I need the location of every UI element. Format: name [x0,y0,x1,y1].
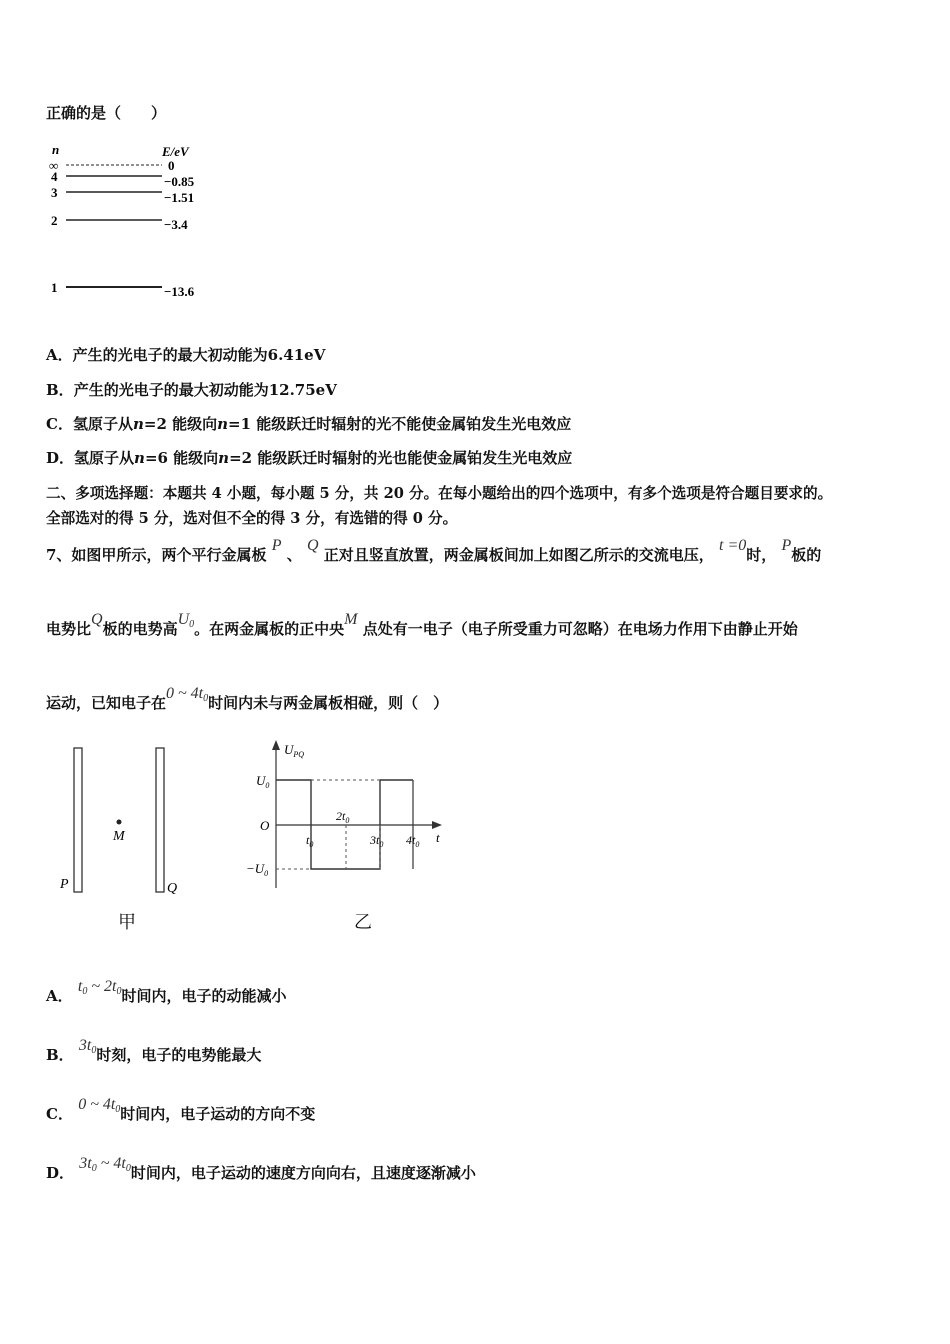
x-axis-arrow [432,821,442,829]
option-letter: A． [46,987,73,1005]
level-n-1: 1 [51,280,58,295]
option-text: 时间内，电子运动的速度方向向右，且速度逐渐减小 [130,1164,476,1182]
figure-jia-caption: 甲 [118,912,136,933]
plate-p-label: P [60,877,69,892]
origin-label: O [260,818,270,833]
figure-yi-caption: 乙 [354,912,372,933]
q6-option-b [46,379,337,400]
option-math: $3t_0$ ~ $4t_0$ [79,1155,131,1174]
stem-text: 、 [286,546,302,564]
option-letter: C． [46,1105,73,1123]
option-variable: n [134,449,145,467]
level-energy-3: −1.51 [164,190,195,205]
stem-text: 。在两金属板的正中央 [194,620,345,638]
option-text: 产生的光电子的最大初动能为12.75eV [73,381,337,399]
option-letter: C． [46,415,73,433]
q7-option-a [46,978,287,1007]
stem-text: 板的电势高 [102,620,178,638]
plate-p [74,748,82,892]
option-letter: D． [46,449,75,467]
q7-stem-line-2 [46,611,798,640]
n-axis-label: n [52,142,60,157]
q7-option-c [46,1096,316,1125]
energy-axis-label: E/eV [162,144,189,159]
stem-text: 电势比 [46,620,92,638]
q7-option-b [46,1037,262,1066]
u0-label: $U_0$ [256,773,270,790]
tick-label-t0: $t_0$ [306,833,314,849]
section-instructions: 全部选对的得 5 分，选对但不全的得 3 分，有选错的得 0 分。 [46,510,458,527]
level-n-3: 3 [51,185,58,200]
option-variable: n [132,415,144,433]
section-heading: 二、多项选择题：本题共 4 小题，每小题 5 分，共 20 分。在每小题给出的四个选项中，有多个选项是符合题目要求的。 [46,485,833,502]
figure-yi-voltage-graph [240,738,460,898]
option-variable: n [217,415,229,433]
var-q: Q [91,611,103,628]
point-m-dot [117,820,122,825]
stem-text: 正对且竖直放置，两金属板间加上如图乙所示的交流电压， [323,546,714,564]
option-text: 时间内，电子的动能减小 [121,987,287,1005]
q7-stem-line-3 [46,685,449,714]
neg-u0-label: $-U_0$ [246,861,269,878]
var-m: M [344,611,358,628]
option-text: =2 能级跃迁时辐射的光也能使金属铂发生光电效应 [229,449,573,467]
var-q: Q [306,537,319,554]
option-variable: n [218,449,230,467]
option-letter: A． [46,346,73,364]
q6-option-d [46,447,572,468]
stem-text: 时， [746,546,777,564]
stem-text: 板的 [791,546,822,564]
stem-text: 7、如图甲所示，两个平行金属板 [46,546,267,564]
option-text: =1 能级跃迁时辐射的光不能使金属铂发生光电效应 [228,415,572,433]
q6-option-c [46,413,571,434]
option-math: $t_0$ ~ $2t_0$ [77,978,122,997]
q7-option-d [46,1155,476,1184]
option-text: 产生的光电子的最大初动能为6.41eV [72,346,326,364]
var-p: P [271,537,282,554]
option-letter: B． [46,381,74,399]
point-m-label: M [113,829,125,844]
option-text: 时刻，电子的电势能最大 [96,1046,262,1064]
level-n-4: 4 [51,169,58,184]
figure-jia-plates [50,742,190,902]
plate-q-label: Q [167,881,178,896]
option-text: 时间内，电子运动的方向不变 [120,1105,316,1123]
level-energy-2: −3.4 [164,217,188,232]
var-p: P [781,537,792,554]
option-text: =2 能级向 [143,415,218,433]
tick-label-3t0: $3t_0$ [370,833,384,849]
plate-q [156,748,164,892]
q6-option-a [46,344,325,365]
option-text: =6 能级向 [144,449,219,467]
y-axis-label: $U_{PQ}$ [284,742,305,759]
stem-text: 时间内未与两金属板相碰，则（ ） [208,694,449,712]
x-axis-label: t [436,830,440,845]
level-energy-inf: 0 [168,158,175,173]
level-n-2: 2 [51,213,58,228]
option-math: 0 ~ $4t_0$ [78,1096,121,1115]
tick-label-2t0: $2t_0$ [336,809,350,825]
stem-text: 运动，已知电子在 [46,694,167,712]
level-energy-1: −13.6 [164,284,195,299]
option-letter: B． [46,1046,74,1064]
time-zero: t =0 [719,537,747,554]
y-axis-arrow [272,740,280,750]
tick-label-4t0: $4t_0$ [406,833,420,849]
option-text: 氢原子从 [74,449,135,467]
voltage-u0: $U_0$ [177,611,195,630]
stem-text: 点处有一电子（电子所受重力可忽略）在电场力作用下由静止开始 [362,620,798,638]
option-letter: D． [46,1164,75,1182]
level-n-inf: ∞ [49,158,59,173]
energy-level-diagram [44,140,224,305]
time-range: 0 ~ $4t_0$ [166,685,209,704]
option-math: $3t_0$ [78,1037,97,1056]
question-stem-fragment: 正确的是（ ） [46,104,167,122]
q7-stem-line-1 [46,537,822,565]
level-energy-4: −0.85 [164,174,195,189]
option-text: 氢原子从 [72,415,133,433]
